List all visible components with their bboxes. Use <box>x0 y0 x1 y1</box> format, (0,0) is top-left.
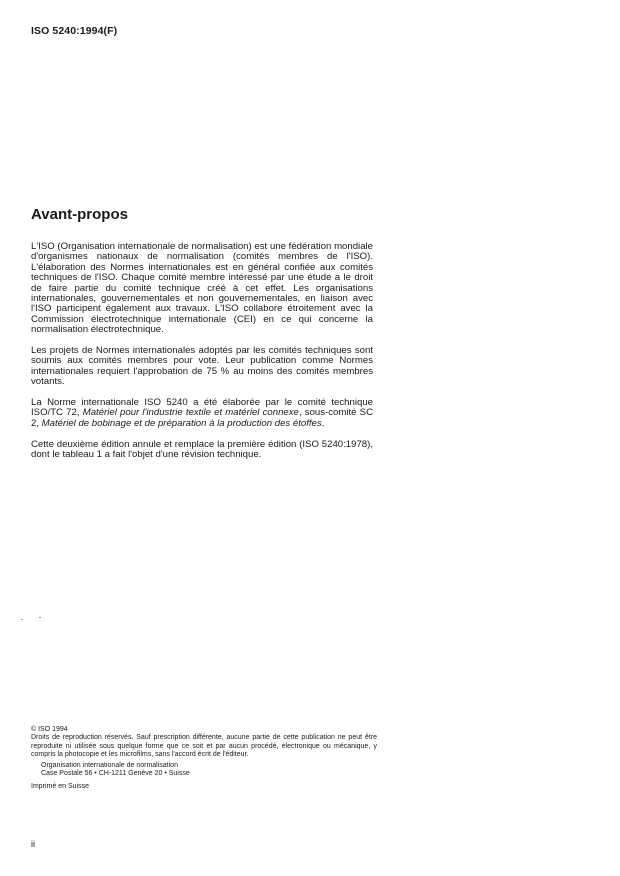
copyright-notice: © ISO 1994 <box>31 726 68 733</box>
foreword-title: Avant-propos <box>31 206 128 223</box>
foreword-body <box>31 242 373 471</box>
foreword-paragraph-approval: Les projets de Normes internationales adoptés par les comités techniques sont soumis aux comités membres pour vote. Leur publication comme Normes internationales requiert l'approbation de 75 % au moins des comités membres votants. <box>31 345 373 388</box>
organization-name: Organisation internationale de normalisation <box>41 762 178 770</box>
copyright-block <box>31 726 377 791</box>
reproduction-rights: Droits de reproduction réservés. Sauf prescription différente, aucune partie de cette publication ne peut être reproduite ni utilisée sous quelque forme que ce soit et par aucun procédé, électronique ou mécanique, y compris la photocopie et les microfilms, sans l'accord écrit de l'éditeur. <box>31 734 377 758</box>
scan-speck <box>21 619 23 620</box>
committee-text-part1: La Norme internationale ISO 5240 a été élaborée par le comité technique ISO/TC 72, <box>31 397 373 419</box>
foreword-paragraph-iso-description: L'ISO (Organisation internationale de normalisation) est une fédération mondiale d'organismes nationaux de normalisation (comités membres de l'ISO). L'élaboration des Normes internationales est en général confiée aux comités techniques de l'ISO. Chaque comité membre intéressé par une étude a le droit de faire partie du comité technique créé à cet effet. Les organisations internationales, gouvernementales et non gouvernementales, en liaison avec l'ISO participent également aux travaux. L'ISO collabore étroitement avec la Commission électrotechnique internationale (CEI) en ce qui concerne la normalisation électrotechnique. <box>31 241 373 336</box>
standard-identifier: ISO 5240:1994(F) <box>31 25 118 37</box>
foreword-paragraph-edition: Cette deuxième édition annule et remplace la première édition (ISO 5240:1978), dont le tableau 1 a fait l'objet d'une révision technique. <box>31 438 373 461</box>
publisher-address <box>41 762 377 779</box>
scan-speck <box>39 617 41 618</box>
tc-title: Matériel pour l'industrie textile et matériel connexe <box>82 407 299 419</box>
postal-address: Case Postale 56 • CH-1211 Genève 20 • Suisse <box>41 770 190 778</box>
sc-title: Matériel de bobinage et de préparation à la production des étoffes <box>41 417 322 429</box>
committee-text-part2: , sous-comité SC 2, <box>31 407 374 429</box>
foreword-paragraph-committee <box>31 398 373 429</box>
page-number: ii <box>31 839 35 849</box>
committee-text-part3: . <box>321 417 325 429</box>
printed-in: Imprimé en Suisse <box>31 782 89 790</box>
